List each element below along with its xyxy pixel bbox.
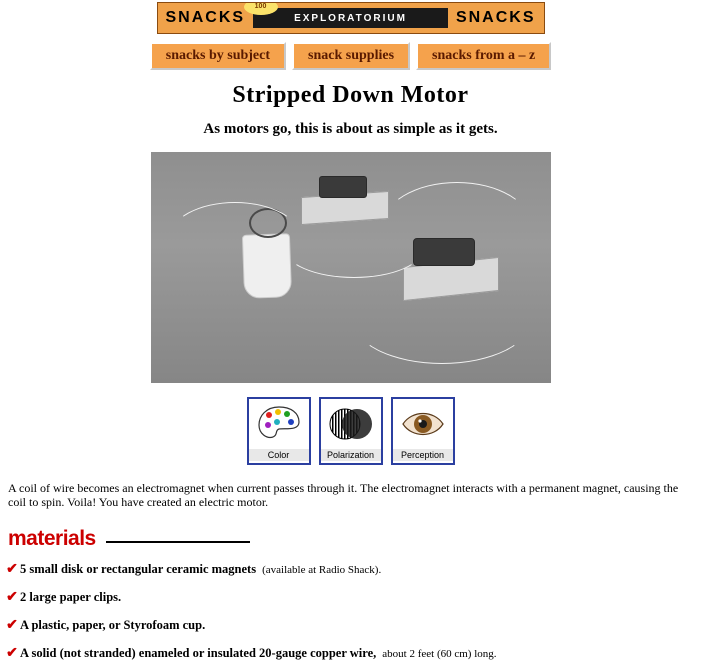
photo-wire-bottom: [351, 272, 533, 364]
concept-icons: [0, 397, 701, 465]
concept-perception[interactable]: [391, 397, 455, 465]
eye-icon: [393, 399, 453, 449]
banner-right-word: SNACKS: [455, 9, 536, 26]
page-title: Stripped Down Motor: [232, 82, 469, 108]
palette-icon: [249, 399, 309, 449]
list-item: [4, 617, 701, 634]
banner-left-word: SNACKS: [165, 9, 246, 26]
material-note: about 2 feet (60 cm) long.: [382, 648, 497, 660]
nav-button-snacks-by-subject[interactable]: snacks by subject: [150, 42, 286, 70]
page-subtitle: As motors go, this is about as simple as it gets.: [203, 121, 498, 137]
nav-button-snack-supplies[interactable]: snack supplies: [292, 42, 410, 70]
motor-photograph: [151, 152, 551, 383]
materials-list: [4, 561, 701, 662]
photo-wire-right: [381, 182, 533, 274]
materials-heading: materials: [8, 527, 96, 550]
concept-perception-label: Perception: [393, 449, 453, 461]
materials-header: [8, 527, 701, 551]
checkmark-icon: ✔: [6, 646, 18, 661]
concept-color[interactable]: [247, 397, 311, 465]
site-banner[interactable]: [157, 2, 545, 34]
concept-polarization-label: Polarization: [321, 449, 381, 461]
checkmark-icon: ✔: [6, 562, 18, 577]
snack-description: A coil of wire becomes an electromagnet when current passes through it. The electromagnet interacts with a permanent magnet, causing the coil to spin. Voila! You have created an electric motor.: [8, 481, 679, 509]
main-nav: [0, 42, 701, 70]
photo-container: [0, 152, 701, 383]
banner-badge: 100: [244, 2, 278, 15]
checkmark-icon: ✔: [6, 618, 18, 633]
material-text: A plastic, paper, or Styrofoam cup.: [20, 618, 206, 632]
list-item: [4, 561, 701, 578]
checkmark-icon: ✔: [6, 590, 18, 605]
list-item: [4, 645, 701, 662]
material-note: (available at Radio Shack).: [262, 564, 382, 576]
material-text: A solid (not stranded) enameled or insulated 20-gauge copper wire,: [20, 646, 377, 660]
materials-rule: [106, 541, 250, 543]
polarization-icon: [321, 399, 381, 449]
material-text: 5 small disk or rectangular ceramic magnets: [20, 562, 257, 576]
photo-battery-top: [319, 176, 367, 198]
banner-container: [0, 0, 701, 34]
banner-exploratorium-word: EXPLORATORIUM: [253, 8, 448, 28]
list-item: [4, 589, 701, 606]
nav-button-snacks-a-to-z[interactable]: snacks from a – z: [416, 42, 551, 70]
concept-polarization[interactable]: [319, 397, 383, 465]
material-text: 2 large paper clips.: [20, 590, 122, 604]
photo-wire-left: [169, 202, 301, 274]
concept-color-label: Color: [249, 449, 309, 461]
